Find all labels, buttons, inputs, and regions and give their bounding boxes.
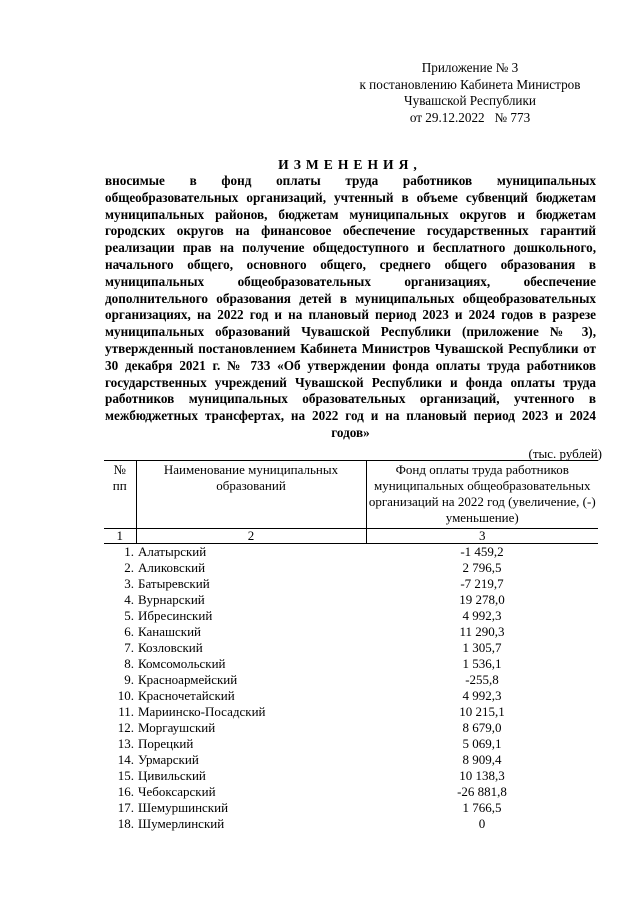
table-row — [104, 624, 598, 640]
municipality-name: Порецкий — [138, 736, 194, 751]
changes-table — [104, 460, 598, 832]
table-row — [104, 656, 598, 672]
row-number: 12. — [117, 720, 134, 735]
row-number: 8. — [124, 656, 134, 671]
column-number: 2 — [136, 529, 366, 544]
document-subtitle: вносимые в фонд оплаты труда работников муниципальных общеобразовательных организаций, учтенный в объеме субвенций бюджетам муниципальных районов, бюджетам муниципальных округов и бюджетам городских округов на финансовое обеспечение государственных гарантий реализации прав на получение общедоступного и бесплатного дошкольного, начального общего, основного общего, среднего общего образования в муниципальных общеобразовательных организациях, обеспечение дополнительного образования детей в муниципальных общеобразовательных организациях, на 2022 год и на плановый период 2023 и 2024 годов в разрезе муниципальных образований Чувашской Республики (приложение № 3), утвержденный постановлением Кабинета Министров Чувашской Республики от 30 декабря 2021 г. № 733 «Об утверждении фонда оплаты труда работников государственных учреждений Чувашской Республики и фонда оплаты труда работников муниципальных образовательных организаций, учтенного в межбюджетных трансфертах, на 2022 год и на плановый период 2023 и 2024 годов» — [105, 173, 596, 440]
appendix-date-line: от 29.12.2022 № 773 — [409, 109, 531, 125]
payroll-change-value: 2 796,5 — [462, 560, 502, 575]
document-title: ИЗМЕНЕНИЯ, — [278, 157, 422, 172]
appendix-header — [338, 60, 602, 126]
payroll-change-value: 4 992,3 — [462, 688, 502, 703]
payroll-change-value: 8 679,0 — [462, 720, 502, 735]
row-number: 6. — [124, 624, 134, 639]
table-row — [104, 688, 598, 704]
municipality-name: Красноармейский — [138, 672, 238, 687]
table-row — [104, 784, 598, 800]
payroll-change-value: 8 909,4 — [462, 752, 502, 767]
header-name: Наименование муниципальных образований — [136, 461, 366, 529]
payroll-change-value: -255,8 — [465, 672, 499, 687]
payroll-change-value: 19 278,0 — [459, 592, 505, 607]
payroll-change-value: -26 881,8 — [457, 784, 507, 799]
table-row — [104, 592, 598, 608]
row-number: 4. — [124, 592, 134, 607]
row-number: 14. — [117, 752, 134, 767]
payroll-change-value: 1 305,7 — [462, 640, 502, 655]
row-number: 3. — [124, 576, 134, 591]
table-row — [104, 560, 598, 576]
payroll-change-value: 11 290,3 — [459, 624, 505, 639]
municipality-name: Ибресинский — [138, 608, 213, 623]
municipality-name: Чебоксарский — [138, 784, 216, 799]
municipality-name: Моргаушский — [138, 720, 216, 735]
municipality-name: Шумерлинский — [138, 816, 225, 831]
table-row — [104, 672, 598, 688]
header-num: № пп — [104, 461, 136, 529]
row-number: 2. — [124, 560, 134, 575]
table-row — [104, 704, 598, 720]
table-row — [104, 768, 598, 784]
municipality-name: Комсомольский — [138, 656, 226, 671]
row-number: 9. — [124, 672, 134, 687]
table-body — [104, 544, 598, 833]
row-number: 15. — [117, 768, 134, 783]
payroll-change-value: 1 536,1 — [462, 656, 502, 671]
municipality-name: Цивильский — [138, 768, 206, 783]
header-value: Фонд оплаты труда работников муниципальных общеобразовательных организаций на 2022 год (увеличение, (-) уменьшение) — [366, 461, 598, 529]
municipality-name: Шемуршинский — [138, 800, 229, 815]
row-number: 16. — [117, 784, 134, 799]
municipality-name: Батыревский — [138, 576, 210, 591]
table-row — [104, 544, 598, 561]
municipality-name: Красночетайский — [138, 688, 235, 703]
municipality-name: Алатырский — [138, 544, 207, 559]
column-number: 3 — [366, 529, 598, 544]
municipality-name: Аликовский — [138, 560, 206, 575]
column-number: 1 — [104, 529, 136, 544]
municipality-name: Козловский — [138, 640, 203, 655]
municipality-name: Урмарский — [138, 752, 199, 767]
payroll-change-value: 0 — [478, 816, 486, 831]
appendix-line: Чувашской Республики — [404, 93, 536, 109]
table-row — [104, 720, 598, 736]
payroll-change-value: -7 219,7 — [460, 576, 504, 591]
row-number: 1. — [124, 544, 134, 559]
table-row — [104, 576, 598, 592]
table-row — [104, 736, 598, 752]
payroll-change-value: 5 069,1 — [462, 736, 502, 751]
row-number: 18. — [117, 816, 134, 831]
payroll-change-value: 10 138,3 — [459, 768, 505, 783]
row-number: 11. — [118, 704, 134, 719]
municipality-name: Мариинско-Посадский — [138, 704, 266, 719]
payroll-change-value: 4 992,3 — [462, 608, 502, 623]
municipality-name: Канашский — [138, 624, 202, 639]
row-number: 7. — [124, 640, 134, 655]
row-number: 13. — [117, 736, 134, 751]
unit-label: (тыс. рублей) — [528, 446, 602, 461]
municipality-name: Вурнарский — [138, 592, 205, 607]
table-row — [104, 752, 598, 768]
payroll-change-value: 10 215,1 — [459, 704, 505, 719]
row-number: 17. — [117, 800, 134, 815]
table-row — [104, 608, 598, 624]
table-row — [104, 800, 598, 816]
row-number: 10. — [117, 688, 134, 703]
payroll-change-value: -1 459,2 — [460, 544, 504, 559]
row-number: 5. — [124, 608, 134, 623]
appendix-line: к постановлению Кабинета Министров — [359, 76, 581, 92]
table-row — [104, 816, 598, 832]
appendix-line: Приложение № 3 — [421, 60, 519, 75]
payroll-change-value: 1 766,5 — [462, 800, 502, 815]
table-row — [104, 640, 598, 656]
